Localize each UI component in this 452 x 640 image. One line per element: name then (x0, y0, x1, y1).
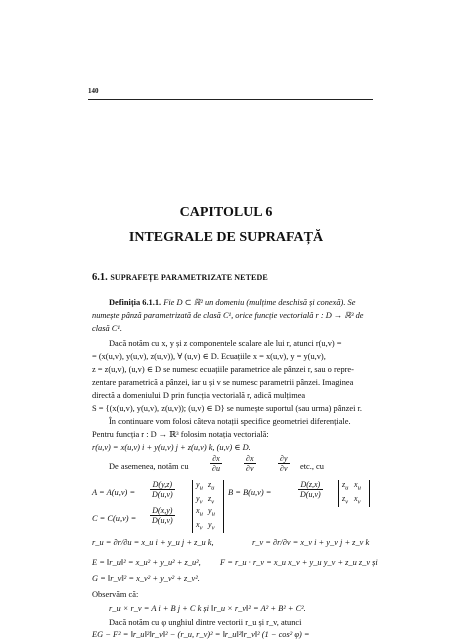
partial-y-v-fraction: $\frac{\partial y}{\partial v}$ (280, 454, 288, 473)
G-coefficient-line: G = ‖r_v‖² = x_v² + y_v² + z_v². (92, 574, 200, 583)
definition-line-3: clasă C¹. (92, 324, 122, 333)
C-definition: C = C(u,v) = (92, 514, 137, 523)
C-determinant: $x_u$ $y_u$ $x_v$ $y_v$ (192, 506, 224, 533)
notation-etc-text: etc., cu (300, 462, 324, 471)
A-definition: A = A(u,v) = (92, 488, 136, 497)
section-title: SUPRAFEȚE PARAMETRIZATE NETEDE (110, 273, 268, 282)
partial-x-u-fraction: $\frac{\partial x}{\partial u}$ (212, 454, 220, 473)
definition-line-1 (109, 298, 355, 308)
angle-phi-line: Dacă notăm cu φ unghiul dintre vectorii r_u și r_v, atunci (109, 618, 302, 627)
header-rule (88, 99, 373, 100)
B-determinant: $z_u$ $x_u$ $z_v$ $x_v$ (338, 480, 370, 507)
observation-label: Observăm că: (92, 590, 139, 599)
definition-text-1: Fie D ⊂ ℝ² un domeniu (mulțime deschisă și conexă). Se (163, 298, 356, 307)
section-heading (92, 272, 268, 283)
chapter-title: INTEGRALE DE SUPRAFAȚĂ (128, 230, 324, 245)
paragraph-line-3: z = z(u,v), (u,v) ∈ D se numesc ecuațiile parametrice ale pânzei r, sau o repre- (92, 365, 354, 374)
cross-product-line: r_u × r_v = A i + B j + C k și ‖r_u × r_v‖² = A² + B² + C². (109, 604, 306, 613)
r-v-partial-line: r_v = ∂r/∂v = x_v i + y_v j + z_v k (252, 538, 370, 547)
A-determinant: $y_u$ $z_u$ $y_v$ $z_v$ (192, 480, 224, 507)
section-number: 6.1. (92, 272, 108, 283)
F-coefficient-line: F = r_u · r_v = x_u x_v + y_u y_v + z_u z_v și (220, 558, 378, 567)
paragraph-line-5: directă a domeniului D prin funcția vectorială r, adică mulțimea (92, 391, 306, 400)
vector-notation-line: r(u,v) = x(u,v) i + y(u,v) j + z(u,v) k, (u,v) ∈ D. (92, 443, 251, 452)
paragraph-line-1: Dacă notăm cu x, y și z componentele scalare ale lui r, atunci r(u,v) = (109, 339, 342, 348)
paragraph-line-4: zentare parametrică a pânzei, iar u și v se numesc parametrii pânzei. Imaginea (92, 378, 354, 387)
B-definition: B = B(u,v) = (228, 488, 272, 497)
B-jacobian-fraction: $\frac{D(z,x)}{D(u,v)}$ (300, 480, 321, 499)
paragraph-line-2: = (x(u,v), y(u,v), z(u,v)), ∀ (u,v) ∈ D. Ecuațiile x = x(u,v), y = y(u,v), (92, 352, 326, 361)
notation-intro-text: De asemenea, notăm cu (109, 462, 189, 471)
definition-line-2: numește pânză parametrizată de clasă C¹, orice funcție vectorială r : D → ℝ³ de (92, 311, 364, 320)
paragraph-line-7: În continuare vom folosi câteva notații specifice geometriei diferențiale. (109, 417, 351, 426)
r-u-partial-line: r_u = ∂r/∂u = x_u i + y_u j + z_u k, (92, 538, 214, 547)
chapter-label: CAPITOLUL 6 (179, 205, 273, 220)
EG-F-squared-line: EG − F² = ‖r_u‖²‖r_v‖² − (r_u, r_v)² = ‖r_u‖²‖r_v‖² (1 − cos² φ) = (92, 630, 310, 639)
page-number: 140 (88, 87, 99, 95)
A-jacobian-fraction: $\frac{D(y,z)}{D(u,v)}$ (152, 480, 173, 499)
paragraph-line-8: Pentru funcția r : D → ℝ³ folosim notația vectorială: (92, 430, 269, 439)
C-jacobian-fraction: $\frac{D(x,y)}{D(u,v)}$ (152, 506, 173, 525)
partial-x-v-fraction: $\frac{\partial x}{\partial v}$ (246, 454, 254, 473)
definition-label: Definiția 6.1.1. (109, 298, 162, 307)
E-coefficient-line: E = ‖r_u‖² = x_u² + y_u² + z_u², (92, 558, 201, 567)
paragraph-line-6: S = {(x(u,v), y(u,v), z(u,v)); (u,v) ∈ D} se numește suportul (sau urma) pânzei r. (92, 404, 362, 413)
